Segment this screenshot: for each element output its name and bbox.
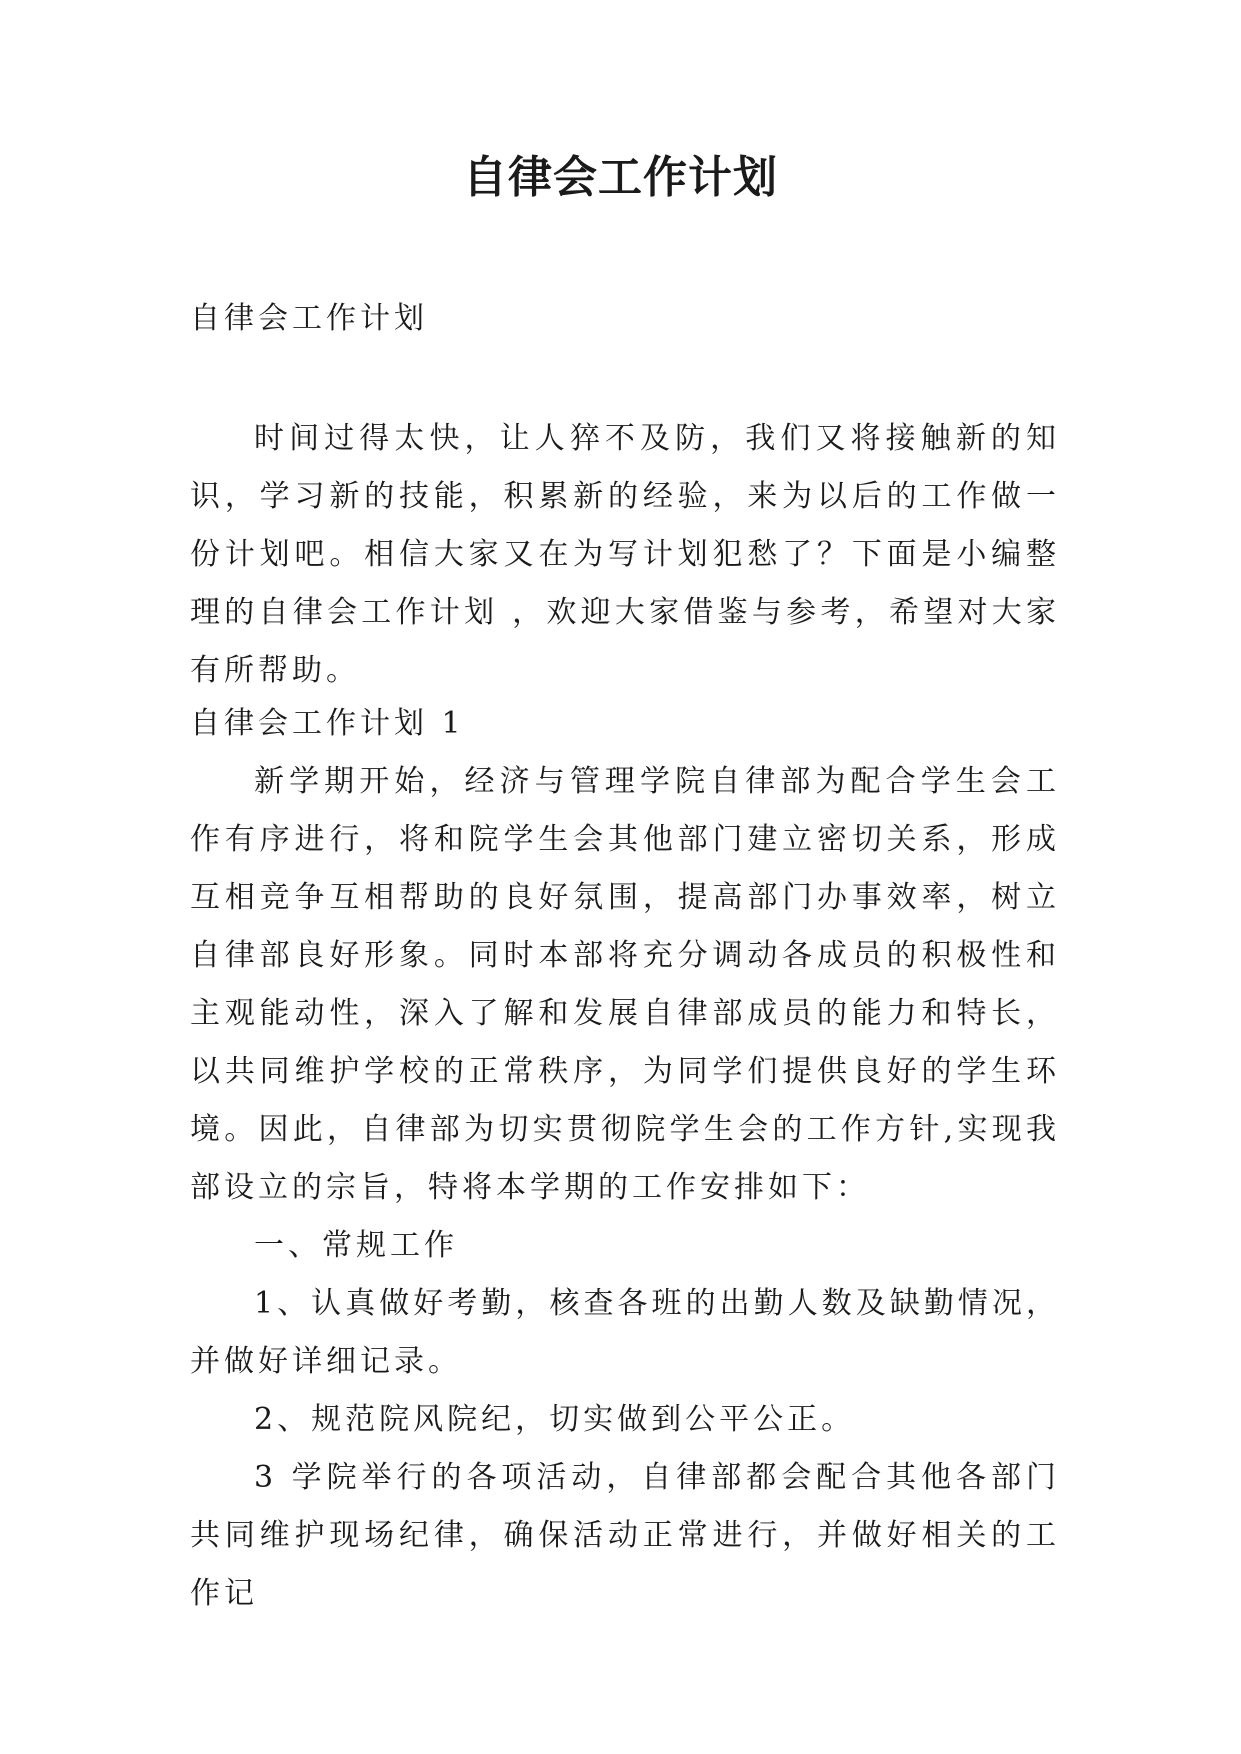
document-title: 自律会工作计划 <box>463 152 778 203</box>
body-paragraph: 一、常规工作 <box>254 1228 458 1263</box>
document-subtitle: 自律会工作计划 <box>190 301 428 336</box>
body-paragraph: 3 学院举行的各项活动，自律部都会配合其他各部门共同维护现场纪律，确保活动正常进行，并做好相关的工作记 <box>190 1460 1060 1611</box>
section-heading: 自律会工作计划 1 <box>190 706 465 741</box>
intro-paragraph: 时间过得太快，让人猝不及防，我们又将接触新的知识，学习新的技能，积累新的经验，来为以后的工作做一份计划吧。相信大家又在为写计划犯愁了？下面是小编整理的自律会工作计划 ，欢迎大家借鉴与参考，希望对大家有所帮助。 <box>190 421 1060 688</box>
body-paragraph: 1、认真做好考勤，核查各班的出勤人数及缺勤情况，并做好详细记录。 <box>190 1286 1060 1379</box>
section-body <box>190 753 1060 1623</box>
body-paragraph: 新学期开始，经济与管理学院自律部为配合学生会工作有序进行，将和院学生会其他部门建立密切关系，形成互相竞争互相帮助的良好氛围，提高部门办事效率，树立自律部良好形象。同时本部将充分调动各成员的积极性和主观能动性，深入了解和发展自律部成员的能力和特长，以共同维护学校的正常秩序，为同学们提供良好的学生环境。因此，自律部为切实贯彻院学生会的工作方针,实现我部设立的宗旨，特将本学期的工作安排如下： <box>190 764 1060 1205</box>
body-paragraph: 2、规范院风院纪，切实做到公平公正。 <box>254 1402 856 1437</box>
